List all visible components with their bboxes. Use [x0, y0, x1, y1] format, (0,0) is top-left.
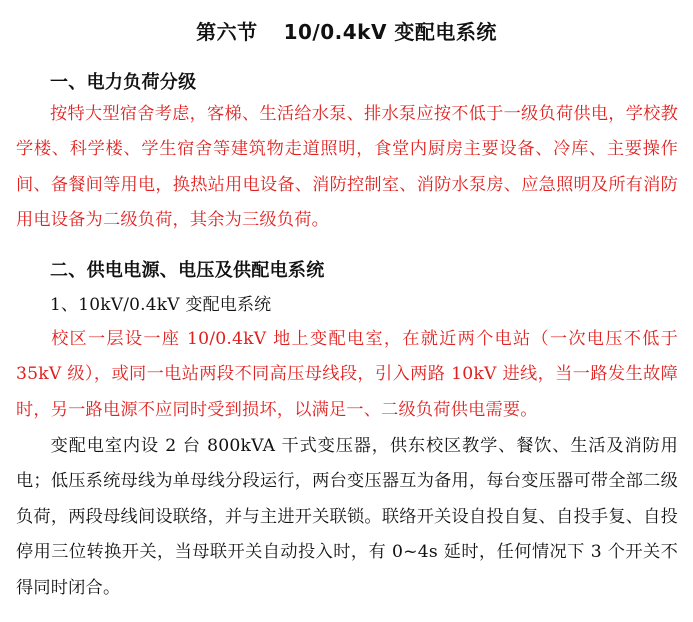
paragraph-transformer-config: [16, 429, 678, 606]
section-title-text: 10/0.4kV 变配电系统: [283, 20, 497, 44]
section-number: 第六节: [196, 20, 258, 44]
heading-power-supply: 二、供电电源、电压及供配电系统: [50, 260, 325, 281]
paragraph-substation-location: [16, 322, 678, 428]
paragraph-load-classification-text: 按特大型宿舍考虑，客梯、生活给水泵、排水泵应按不低于一级负荷供电，学校教学楼、科学楼、学生宿舍等建筑物走道照明，食堂内厨房主要设备、冷库、主要操作间、备餐间等用电，换热站用电设备、消防控制室、消防水泵房、应急照明及所有消防用电设备为二级负荷，其余为三级负荷。: [16, 104, 678, 231]
heading-load-classification: 一、电力负荷分级: [50, 72, 197, 93]
subheading-substation-system: 1、10kV/0.4kV 变配电系统: [50, 295, 272, 315]
section-title: [0, 16, 693, 45]
paragraph-transformer-config-text: 变配电室内设 2 台 800kVA 干式变压器，供东校区教学、餐饮、生活及消防用电；低压系统母线为单母线分段运行，两台变压器互为备用，每台变压器可带全部二级负荷，两段母线间设联络，并与主进开关联锁。联络开关设自投自复、自投手复、自投停用三位转换开关，当母联开关自动投入时，有 0~4s 延时，任何情况下 3 个开关不得同时闭合。: [16, 436, 678, 598]
paragraph-load-classification: [16, 97, 678, 239]
paragraph-substation-location-text: 校区一层设一座 10/0.4kV 地上变配电室，在就近两个电站（一次电压不低于35kV 级），或同一电站两段不同高压母线段，引入两路 10kV 进线，当一路发生故障时，另一路电源不应同时受到损坏，以满足一、二级负荷供电需要。: [16, 329, 678, 420]
